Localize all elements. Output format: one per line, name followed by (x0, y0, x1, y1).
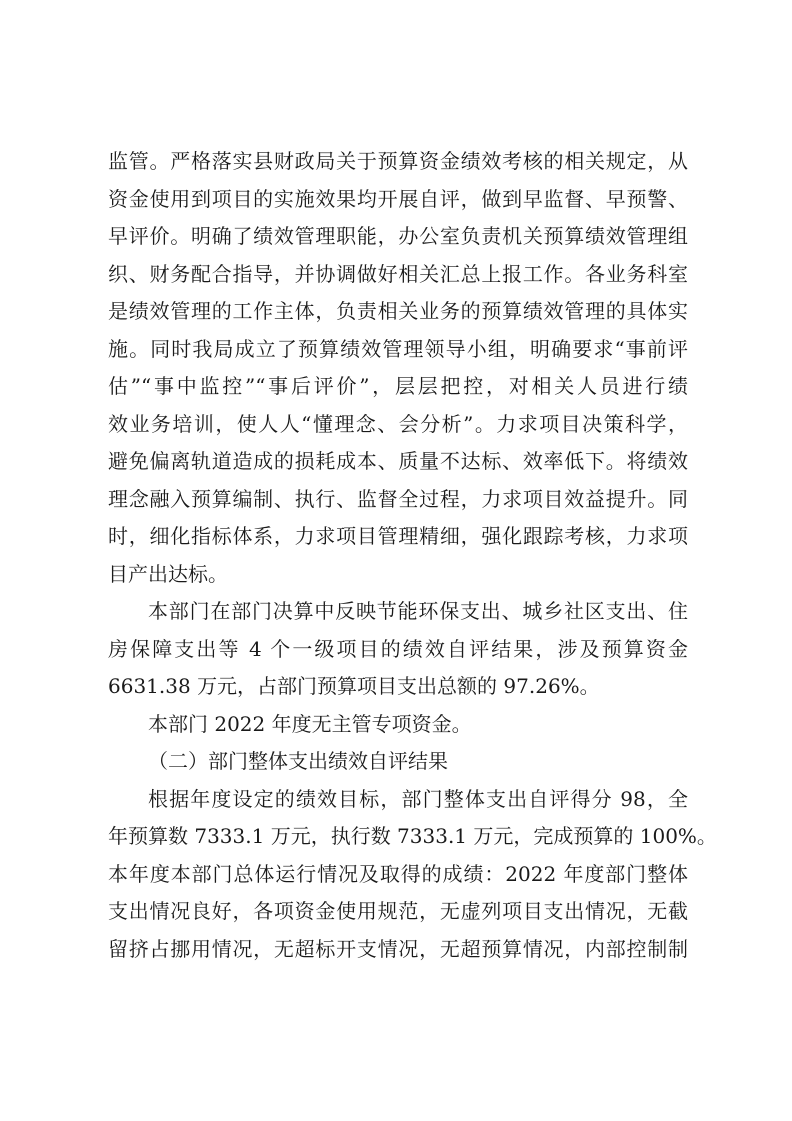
text-line: 早评价。明确了绩效管理职能，办公室负责机关预算绩效管理组 (108, 224, 688, 248)
text-line: 支出情况良好，各项资金使用规范，无虚列项目支出情况，无截 (108, 899, 688, 923)
text-line: 是绩效管理的工作主体，负责相关业务的预算绩效管理的具体实 (108, 299, 688, 323)
text-line: 目产出达标。 (108, 561, 228, 586)
text-line: 监管。严格落实县财政局关于预算资金绩效考核的相关规定，从 (108, 149, 688, 173)
section-heading: （二）部门整体支出绩效自评结果 (148, 749, 448, 773)
text-line: 本部门在部门决算中反映节能环保支出、城乡社区支出、住 (148, 599, 688, 623)
text-line: 施。同时我局成立了预算绩效管理领导小组，明确要求“事前评 (108, 336, 688, 361)
text-line: 6631.38 万元，占部门预算项目支出总额的 97.26%。 (108, 674, 600, 698)
text-line: 根据年度设定的绩效目标，部门整体支出自评得分 98，全 (148, 786, 688, 811)
document-body (108, 143, 717, 968)
text-line: 织、财务配合指导，并协调做好相关汇总上报工作。各业务科室 (108, 261, 688, 286)
text-line: 避免偏离轨道造成的损耗成本、质量不达标、效率低下。将绩效 (108, 449, 688, 473)
text-line: 房保障支出等 4 个一级项目的绩效自评结果，涉及预算资金 (108, 636, 688, 661)
text-line: 本部门 2022 年度无主管专项资金。 (148, 711, 472, 736)
text-line: 时，细化指标体系，力求项目管理精细，强化跟踪考核，力求项 (108, 524, 688, 548)
text-line: 理念融入预算编制、执行、监督全过程，力求项目效益提升。同 (108, 486, 688, 511)
text-line: 本年度本部门总体运行情况及取得的成绩：2022 年度部门整体 (108, 861, 688, 886)
text-line: 资金使用到项目的实施效果均开展自评，做到早监督、早预警、 (108, 186, 688, 211)
text-line: 年预算数 7333.1 万元，执行数 7333.1 万元，完成预算的 100%。 (108, 824, 717, 848)
text-line: 留挤占挪用情况，无超标开支情况，无超预算情况，内部控制制 (108, 936, 688, 961)
text-line: 估”“事中监控”“事后评价”，层层把控，对相关人员进行绩 (108, 374, 688, 398)
text-line: 效业务培训，使人人“懂理念、会分析”。力求项目决策科学， (108, 411, 688, 436)
